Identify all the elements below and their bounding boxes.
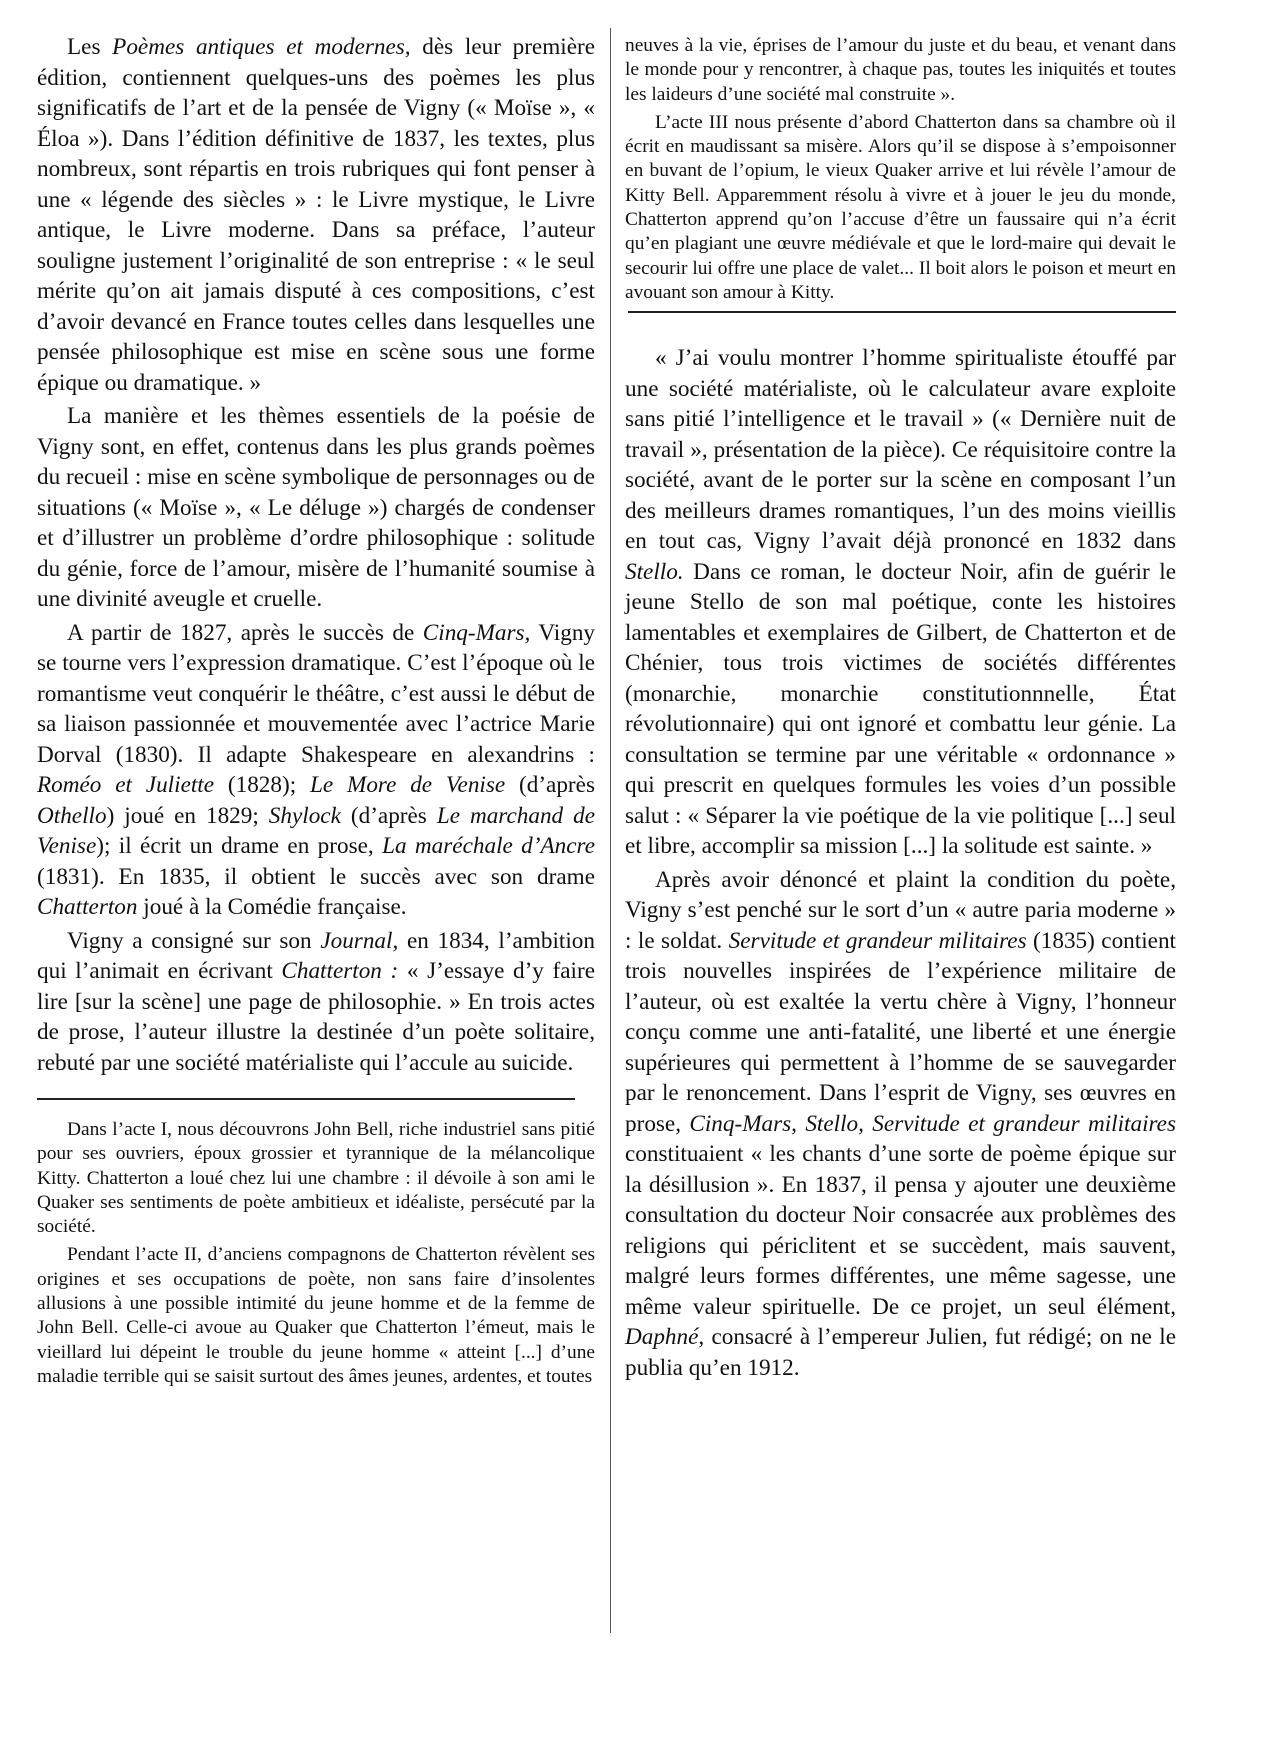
italic-title-run: Roméo et Juliette xyxy=(37,772,215,798)
text-run: La manière et les thèmes essentiels de la poésie de Vigny sont, en effet, contenus dans les plus grands poèmes du recueil : mise en scène symbolique de personnages ou de situations (« Moïse », « Le déluge ») chargés de condenser et d’illustrer un problème d’ordre philosophique : solitude du génie, force de l’amour, misère de l’humanité soumise à une divinité aveugle et cruelle. xyxy=(37,403,595,612)
text-run: Pendant l’acte II, d’anciens compagnons de Chatterton révèlent ses origines et ses occupations de poète, non sans faire d’insolentes allusions à une possible intimité du jeune homme et de la femme de John Bell. Celle-ci avoue au Quaker que Chatterton l’émeut, mais le vieillard lui dépeint le trouble du jeune homme « atteint [...] d’une maladie terrible qui se saisit surtout des âmes jeunes, ardentes, et toutes xyxy=(37,1244,595,1387)
text-run: (d’après xyxy=(340,802,437,829)
italic-title-run: Othello xyxy=(37,802,107,829)
italic-title-run: Journal, xyxy=(320,927,399,954)
paragraph xyxy=(37,32,595,398)
italic-title-run: Poèmes antiques et modernes, xyxy=(112,34,411,60)
paragraph xyxy=(37,618,595,923)
italic-title-run: Cinq-Mars, Stello, Servitude et grandeur militaires xyxy=(689,1110,1176,1137)
summary-paragraph xyxy=(37,1118,595,1239)
text-run: Après avoir dénoncé et plaint la condition du poète, Vigny s’est penché sur le sort d’un « autre paria moderne » : le soldat. xyxy=(625,866,1176,954)
paragraph xyxy=(37,401,595,615)
text-run: L’acte III nous présente d’abord Chatterton dans sa chambre où il écrit en maudissant sa misère. Alors qu’il se dispose à s’empoisonner en buvant de l’opium, le vieux Quaker arrive et lui révèle l’amour de Kitty Bell. Apparemment résolu à vivre et à jouer le jeu du monde, Chatterton apprend qu’on l’accuse d’être un faussaire qui n’a écrit qu’en plagiant une œuvre médiévale et que le lord-maire qui devait le secourir lui offre une place de valet... Il boit alors le poison et meurt en avouant son amour à Kitty. xyxy=(625,111,1176,303)
left-column xyxy=(37,32,595,1393)
text-run: constituaient « les chants d’une sorte de poème épique sur la désillusion ». En 1837, il pensa y ajouter une deuxième consultation du docteur Noir consacrée aux problèmes des religions qui périclitent et se succèdent, mais sauvent, malgré leurs formes différentes, une même sagesse, une même valeur spirituelle. De ce projet, un seul élément, xyxy=(625,1141,1176,1320)
italic-title-run: Chatterton xyxy=(37,894,138,920)
summary-paragraph xyxy=(625,111,1176,305)
text-run: Dans ce roman, le docteur Noir, afin de guérir le jeune Stello de son mal poétique, conte les histoires lamentables et exemplaires de Gilbert, de Chatterton et de Chénier, tous trois victimes de sociétés différentes (monarchie, monarchie constitutionnnelle, État révolutionnaire) qui ont ignoré et combattu leur génie. La consultation se termine par une véritable « ordonnance » qui prescrit en quelques formules les voies d’un possible salut : « Séparer la vie poétique de la vie politique [...] seul et libre, accomplir sa mission [...] la solitude est sainte. » xyxy=(625,558,1176,860)
italic-title-run: Le marchand de Venise xyxy=(37,802,595,859)
text-run: « J’ai voulu montrer l’homme spiritualiste étouffé par une société matérialiste, où le calculateur avare exploite sans pitié l’intelligence et le travail » (« Dernière nuit de travail », présentation de la pièce). Ce réquisitoire contre la société, avant de le porter sur la scène en composant l’un des meilleurs drames romantiques, l’un des moins vieillis en tout cas, Vigny l’avait déjà prononcé en 1832 dans xyxy=(625,345,1176,555)
italic-title-run: La maréchale d’Ancre xyxy=(382,833,595,859)
italic-title-run: Stello. xyxy=(625,558,684,585)
text-run: neuves à la vie, éprises de l’amour du juste et du beau, et venant dans le monde pour y rencontrer, à chaque pas, toutes les iniquités et toutes les laideurs d’une société mal construite ». xyxy=(625,35,1176,105)
paragraph xyxy=(625,343,1176,862)
text-run: dès leur première édition, contiennent quelques-uns des poèmes les plus significatifs de l’art et de la pensée de Vigny (« Moïse », « Éloa »). Dans l’édition définitive de 1837, les textes, plus nombreux, sont répartis en trois rubriques qui font penser à une « légende des siècles » : le Livre mystique, le Livre antique, le Livre moderne. Dans sa préface, l’auteur souligne justement l’originalité de son entreprise : « le seul mérite qu’on ait jamais disputé à ces compositions, c’est d’avoir devancé en France toutes celles dans lesquelles une pensée philosophique est mise en scène sous une forme épique ou dramatique. » xyxy=(37,34,596,396)
text-run: consacré à l’empereur Julien, fut rédigé; on ne le publia qu’en 1912. xyxy=(625,1324,1176,1381)
italic-title-run: Chatterton : xyxy=(281,958,399,984)
section-divider xyxy=(37,1098,575,1100)
column-divider xyxy=(610,28,611,1633)
text-run: (d’après xyxy=(505,772,595,798)
text-run: ); il écrit un drame en prose, xyxy=(96,833,383,859)
italic-title-run: Servitude et grandeur militaires xyxy=(728,927,1027,954)
text-run: Vigny a consigné sur son xyxy=(67,927,321,954)
right-essay-text xyxy=(625,343,1176,1383)
left-essay-text xyxy=(37,32,595,1078)
text-run: (1831). En 1835, il obtient le succès avec son drame xyxy=(37,863,595,890)
summary-paragraph xyxy=(37,1243,595,1389)
text-run: Vigny se tourne vers l’expression dramatique. C’est l’époque où le romantisme veut conquérir le théâtre, c’est aussi le début de sa liaison passionnée et mouvementée avec l’actrice Marie Dorval (1830). Il adapte Shakespeare en alexandrins : xyxy=(37,619,596,768)
text-run: Dans l’acte I, nous découvrons John Bell, riche industriel sans pitié pour ses ouvriers, époux grossier et tyrannique de la mélancolique Kitty. Chatterton a loué chez lui une chambre : il dévoile à son ami le Quaker ses sentiments de poète ambitieux et idéaliste, persécuté par la société. xyxy=(37,1119,595,1238)
text-run: (1828); xyxy=(214,772,310,798)
italic-title-run: Cinq-Mars, xyxy=(422,619,531,646)
summary-paragraph xyxy=(625,34,1176,107)
text-run: en 1834, l’ambition qui l’animait en écrivant xyxy=(37,927,595,984)
italic-title-run: Daphné, xyxy=(625,1324,705,1351)
text-run: (1835) contient trois nouvelles inspirées de l’expérience militaire de l’auteur, où est exaltée la vertu chère à Vigny, l’honneur conçu comme une anti-fatalité, une liberté et une énergie supérieures qui permettent à l’homme de se sauvegarder par le renoncement. Dans l’esprit de Vigny, ses œuvres en prose, xyxy=(625,927,1176,1137)
paragraph xyxy=(625,865,1176,1384)
text-run: « J’essaye d’y faire lire [sur la scène] une page de philosophie. » En trois actes de prose, l’auteur illustre la destinée d’un poète solitaire, rebuté par une société matérialiste qui l’accule au suicide. xyxy=(37,958,595,1076)
right-plot-summary xyxy=(625,34,1176,305)
text-run: joué à la Comédie française. xyxy=(137,894,407,920)
text-run: Les xyxy=(67,34,113,60)
section-divider xyxy=(628,311,1176,313)
left-plot-summary xyxy=(37,1118,595,1389)
text-run: A partir de 1827, après le succès de xyxy=(67,619,423,646)
paragraph xyxy=(37,926,595,1079)
italic-title-run: Shylock xyxy=(268,802,341,829)
text-run: ) joué en 1829; xyxy=(106,802,269,829)
right-column xyxy=(625,34,1176,1386)
italic-title-run: Le More de Venise xyxy=(309,772,506,798)
